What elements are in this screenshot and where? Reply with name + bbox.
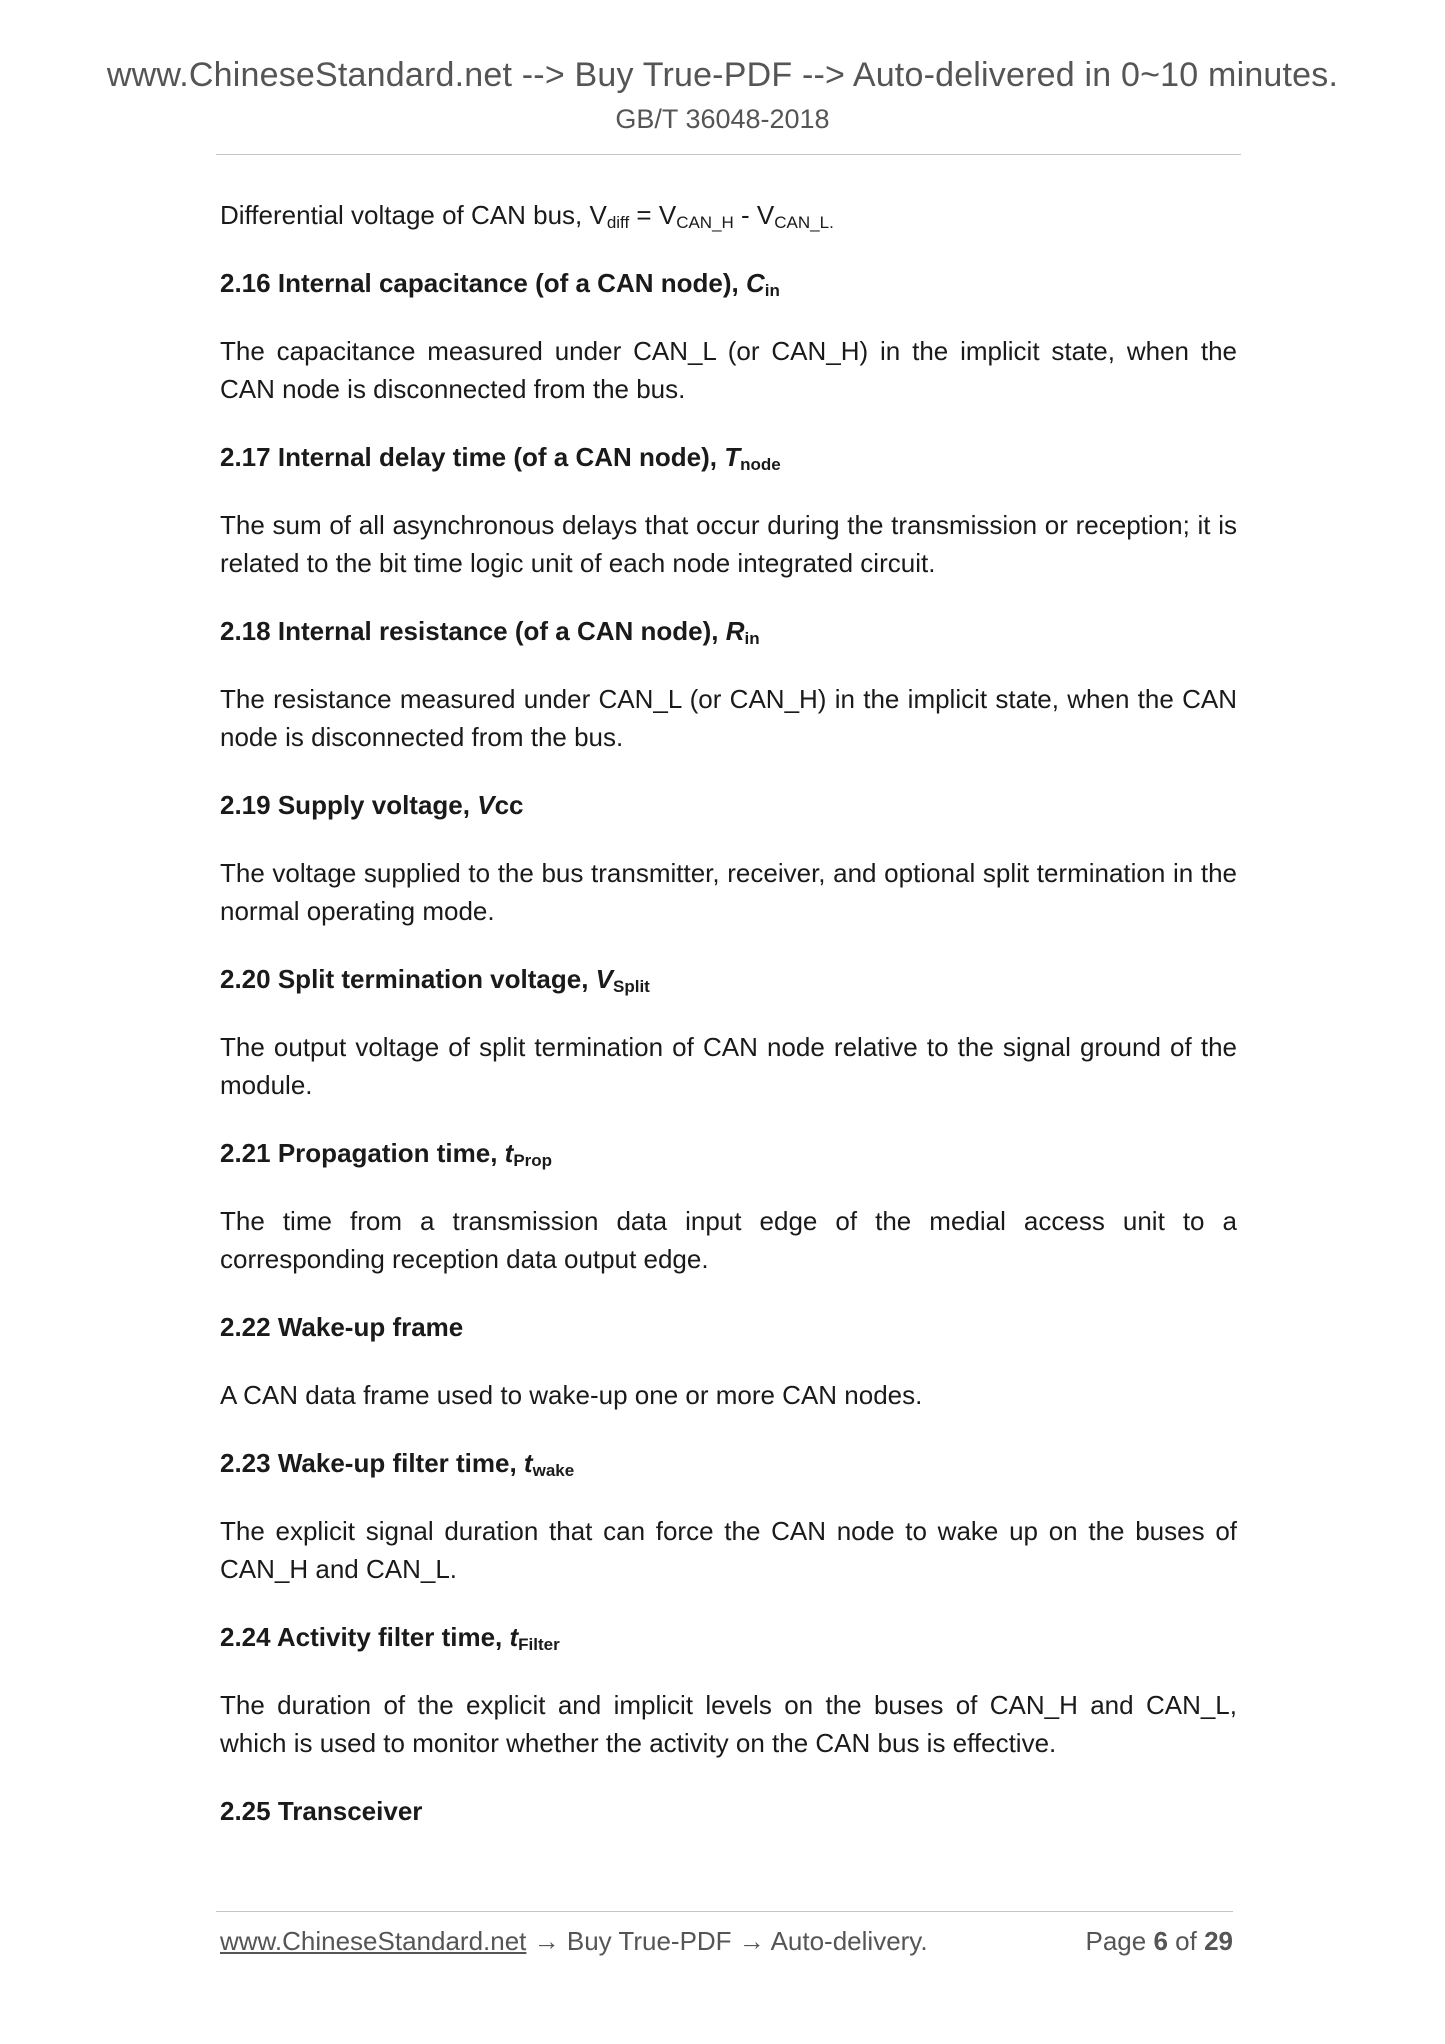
section-body: The sum of all asynchronous delays that occur during the transmission or reception; it is related to the bit time logic unit of each node integrated circuit.	[220, 510, 1237, 578]
header-banner: www.ChineseStandard.net --> Buy True-PDF --> Auto-delivered in 0~10 minutes.	[106, 56, 1339, 94]
section-heading: 2.17 Internal delay time (of a CAN node), $T_{node}$	[220, 442, 781, 474]
section-heading: 2.21 Propagation time, $t_{Prop}$	[220, 1138, 553, 1170]
document-code: GB/T 36048-2018	[615, 104, 830, 134]
section-heading: 2.22 Wake-up frame	[220, 1312, 464, 1342]
section-body: The time from a transmission data input edge of the medial access unit to a corresponding reception data output edge.	[220, 1206, 1237, 1274]
page-footer	[220, 1926, 1233, 1957]
section-body: The voltage supplied to the bus transmitter, receiver, and optional split termination in the normal operating mode.	[220, 858, 1237, 926]
footer-promo: www.ChineseStandard.net → Buy True-PDF → Auto-delivery.	[220, 1926, 928, 1956]
section-heading: 2.20 Split termination voltage, $V_{Split}$	[220, 964, 650, 996]
section-body: A CAN data frame used to wake-up one or more CAN nodes.	[220, 1380, 923, 1410]
section-heading: 2.23 Wake-up filter time, $t_{wake}$	[220, 1448, 575, 1480]
section-body: The resistance measured under CAN_L (or CAN_H) in the implicit state, when the CAN node is disconnected from the bus.	[220, 684, 1237, 752]
section-body: The output voltage of split termination of CAN node relative to the signal ground of the module.	[220, 1032, 1237, 1100]
footer-site-link[interactable]: www.ChineseStandard.net	[220, 1926, 527, 1956]
section-heading: 2.18 Internal resistance (of a CAN node), $R_{in}$	[220, 616, 760, 648]
section-heading: 2.19 Supply voltage, Vcc	[220, 790, 524, 820]
section-body: The explicit signal duration that can force the CAN node to wake up on the buses of CAN_H and CAN_L.	[220, 1516, 1237, 1584]
page-counter: Page 6 of 29	[1085, 1926, 1233, 1956]
section-heading: 2.25 Transceiver	[220, 1796, 423, 1826]
section-heading: 2.16 Internal capacitance (of a CAN node), $C_{in}$	[220, 268, 780, 300]
section-body: The capacitance measured under CAN_L (or CAN_H) in the implicit state, when the CAN node is disconnected from the bus.	[220, 336, 1237, 404]
total-page-count: 29	[1204, 1926, 1233, 1956]
document-body	[220, 196, 1237, 1860]
current-page-number: 6	[1153, 1926, 1168, 1956]
section-body: The duration of the explicit and implicit levels on the buses of CAN_H and CAN_L, which is used to monitor whether the activity on the CAN bus is effective.	[220, 1690, 1237, 1758]
section-heading: 2.24 Activity filter time, $t_{Filter}$	[220, 1622, 560, 1654]
footer-divider	[216, 1911, 1233, 1912]
intro-paragraph: Differential voltage of CAN bus, $V_{diff} = V_{CAN\_H} - V_{CAN\_L.}$	[220, 200, 834, 232]
header-divider	[216, 154, 1241, 155]
